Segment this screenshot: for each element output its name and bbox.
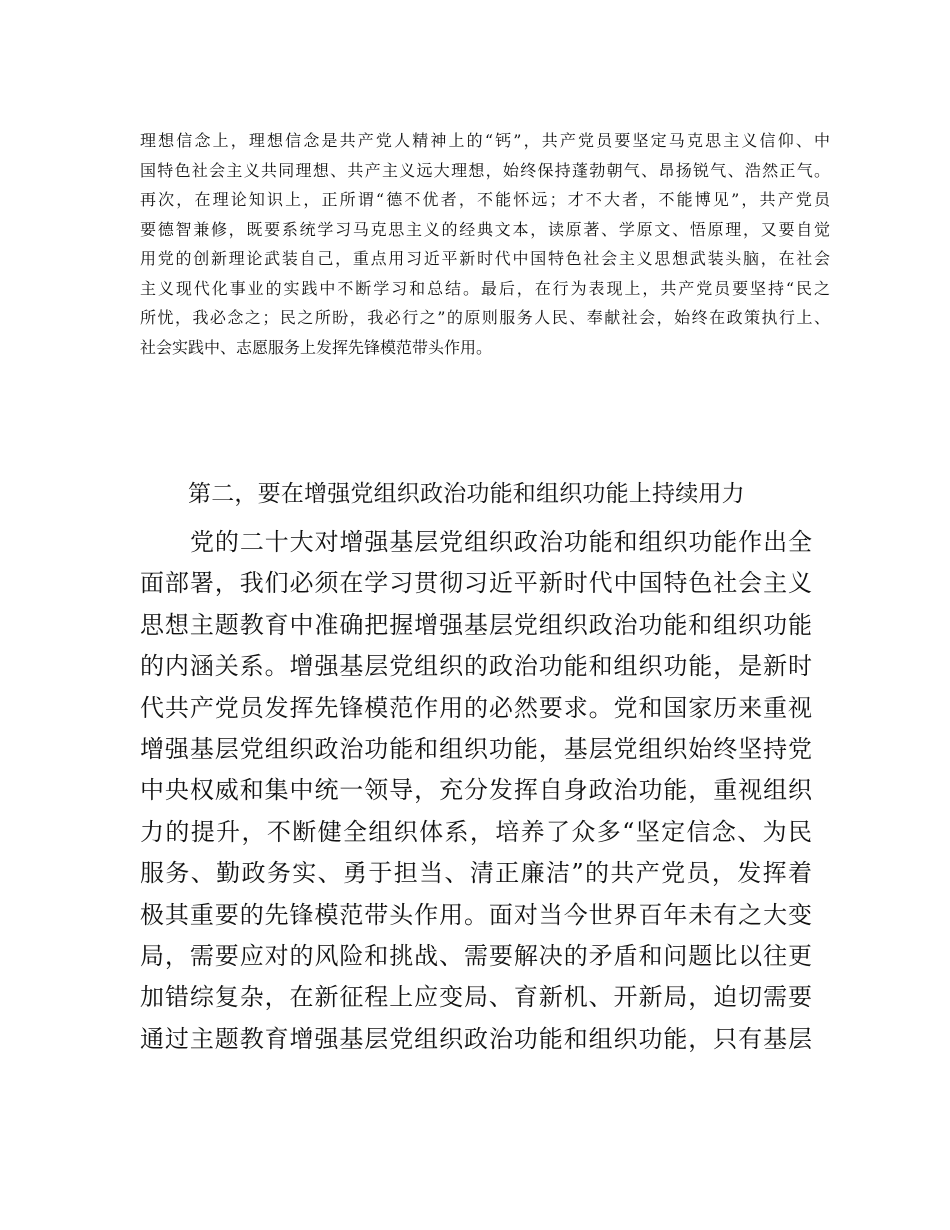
text-line: 代共产党员发挥先锋模范作用的必然要求。党和国家历来重视 [140,693,812,722]
section-heading: 第二，要在增强党组织政治功能和组织功能上持续用力 [188,481,745,507]
text-line: 理想信念上，理想信念是共产党人精神上的“钙”，共产党员要坚定马克思主义信仰、中 [140,131,830,150]
text-line: 通过主题教育增强基层党组织政治功能和组织功能，只有基层 [140,1024,812,1053]
text-line: 所忧，我必念之；民之所盼，我必行之”的原则服务人民、奉献社会，始终在政策执行上、 [140,308,830,327]
text-line: 党的二十大对增强基层党组织政治功能和组织功能作出全 [190,528,812,556]
text-line: 加错综复杂，在新征程上应变局、育新机、开新局，迫切需要 [140,983,812,1012]
text-line: 思想主题教育中准确把握增强基层党组织政治功能和组织功能 [140,610,812,639]
text-line: 力的提升，不断健全组织体系，培养了众多“坚定信念、为民 [140,817,812,846]
paragraph-continued [140,126,830,362]
text-line: 面部署，我们必须在学习贯彻习近平新时代中国特色社会主义 [140,569,812,598]
text-line: 极其重要的先锋模范带头作用。面对当今世界百年未有之大变 [140,900,812,929]
text-line: 要德智兼修，既要系统学习马克思主义的经典文本，读原著、学原文、悟原理，又要自觉 [140,219,830,239]
text-line: 社会实践中、志愿服务上发挥先锋模范带头作用。 [140,337,493,357]
text-line: 国特色社会主义共同理想、共产主义远大理想，始终保持蓬勃朝气、昂扬锐气、浩然正气。 [140,160,830,180]
text-line: 增强基层党组织政治功能和组织功能，基层党组织始终坚持党 [140,734,812,763]
text-line: 局，需要应对的风险和挑战、需要解决的矛盾和问题比以往更 [140,941,812,970]
text-line: 的内涵关系。增强基层党组织的政治功能和组织功能，是新时 [140,652,812,681]
text-line: 再次，在理论知识上，正所谓“德不优者，不能怀远；才不大者，不能博见”，共产党员 [140,190,830,209]
text-line: 主义现代化事业的实践中不断学习和总结。最后，在行为表现上，共产党员要坚持“民之 [140,278,830,298]
text-line: 服务、勤政务实、勇于担当、清正廉洁”的共产党员，发挥着 [140,859,812,888]
text-line: 用党的创新理论武装自己，重点用习近平新时代中国特色社会主义思想武装头脑，在社会 [140,249,830,268]
body-paragraph [140,522,812,1060]
text-line: 中央权威和集中统一领导，充分发挥自身政治功能，重视组织 [140,776,812,805]
